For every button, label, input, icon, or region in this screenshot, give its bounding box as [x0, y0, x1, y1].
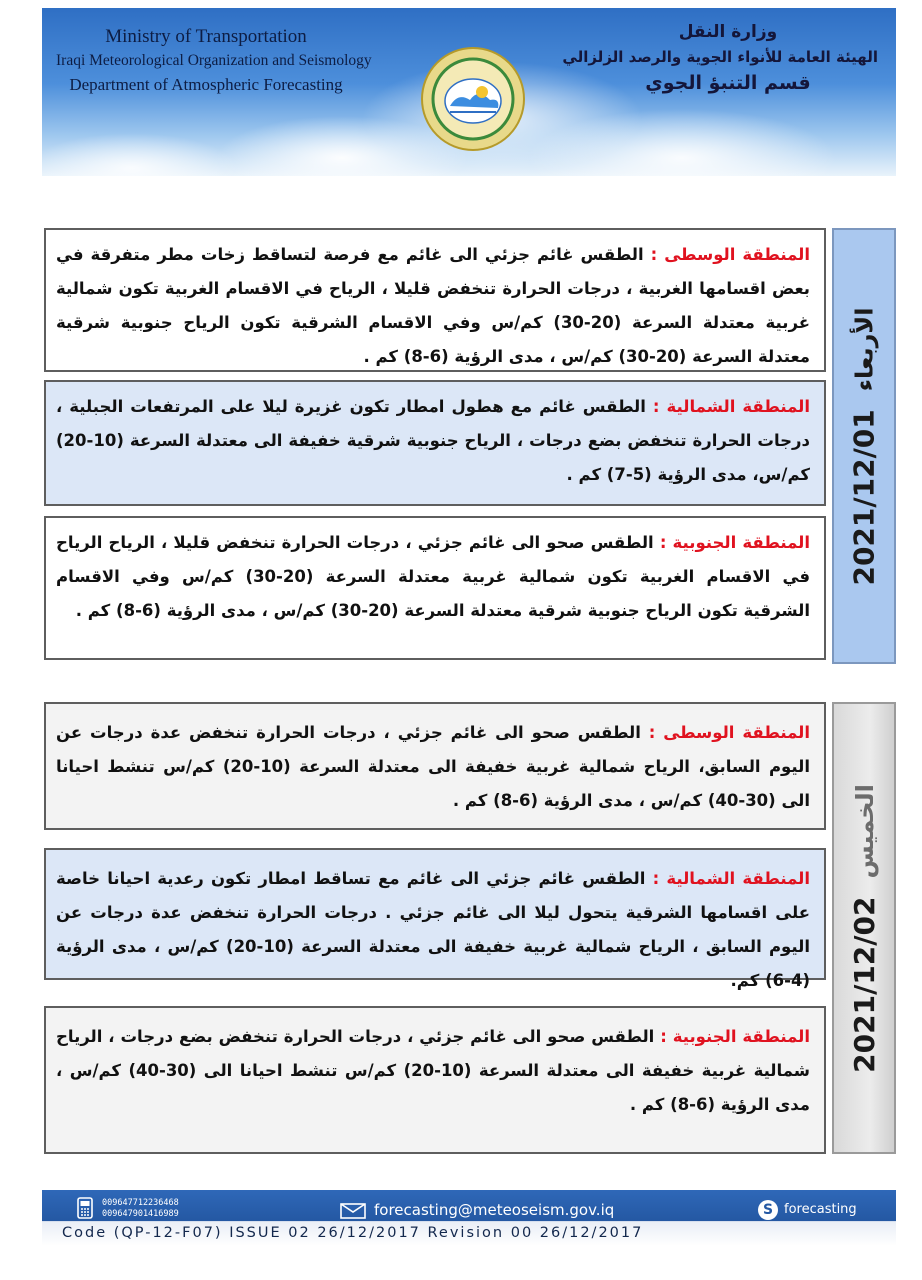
region-label: المنطقة الجنوبية : [660, 1027, 810, 1046]
arabic-org-name [562, 22, 878, 94]
day2-date: 2021/12/02 [847, 896, 881, 1073]
phone-numbers [102, 1198, 179, 1220]
phone-number: 009647712236468 [102, 1198, 179, 1208]
region-label: المنطقة الجنوبية : [659, 533, 810, 552]
day1-central-region-box [44, 228, 826, 372]
day2-name: الخميس [850, 783, 879, 879]
region-forecast-text: الطقس غائم جزئي الى غائم مع تساقط امطار تكون رعدية احيانا خاصة على اقسامها الشرقية يتحول ليلا الى غائم جزئي . درجات الحرارة تنخفض عدة درجات عن اليوم السابق ، الرياح شمالية غربية خفيفة الى معتدلة السرعة (10-20) كم/س ، مدى الرؤية (4-6) كم. [56, 869, 810, 990]
region-label: المنطقة الوسطى : [648, 723, 810, 742]
meteorology-emblem-icon [420, 46, 526, 152]
day1-date: 2021/12/01 [847, 408, 881, 586]
region-forecast-text: الطقس صحو الى غائم جزئي ، درجات الحرارة تنخفض قليلا ، الرياح الرياح في الاقسام الغربية تكون شمالية غربية معتدلة السرعة (20-30) كم/س وفي الاقسام الشرقية تكون الرياح جنوبية شرقية معتدلة السرعة (20-30) كم/س ، مدى الرؤية (6-8) كم . [56, 533, 810, 620]
organization-name-ar: الهيئة العامة للأنواء الجوية والرصد الزلزالي [562, 48, 878, 66]
skype-id[interactable]: forecasting [784, 1202, 857, 1217]
region-forecast-text: الطقس غائم مع هطول امطار تكون غزيرة ليلا على المرتفعات الجبلية ، درجات الحرارة تنخفض بضع درجات ، الرياح جنوبية شرقية خفيفة الى معتدلة السرعة (10-20) كم/س، مدى الرؤية (5-7) كم . [56, 397, 810, 484]
region-forecast-text: الطقس صحو الى غائم جزئي ، درجات الحرارة تنخفض بضع درجات ، الرياح شمالية غربية خفيفة الى معتدلة السرعة (10-20) كم/س تنشط احيانا الى (30-40) كم/س ، مدى الرؤية (6-8) كم . [56, 1027, 810, 1114]
day1-name: الأربعاء [850, 306, 879, 391]
department-name-en: Department of Atmospheric Forecasting [69, 75, 343, 94]
english-org-name [56, 26, 372, 95]
day2-central-region-box [44, 702, 826, 830]
region-label: المنطقة الشمالية : [652, 869, 810, 888]
phone-icon [76, 1197, 94, 1219]
ministry-name-ar: وزارة النقل [678, 22, 778, 42]
region-label: المنطقة الشمالية : [652, 397, 810, 416]
phone-number: 009647901416989 [102, 1209, 179, 1219]
day1-date-bar [832, 228, 896, 664]
organization-name-en: Iraqi Meteorological Organization and Seismology [56, 52, 372, 69]
day2-northern-region-box [44, 848, 826, 990]
department-name-ar: قسم التنبؤ الجوي [645, 72, 811, 94]
email-link[interactable]: forecasting@meteoseism.gov.iq [374, 1201, 615, 1219]
ministry-name-en: Ministry of Transportation [105, 26, 307, 47]
day1-northern-region-box [44, 380, 826, 506]
region-forecast-text: الطقس صحو الى غائم جزئي ، درجات الحرارة تنخفض عدة درجات عن اليوم السابق، الرياح شمالية غربية خفيفة الى معتدلة السرعة (10-20) كم/س تنشط احيانا الى (30-40) كم/س ، مدى الرؤية (6-8) كم . [56, 723, 810, 810]
day1-southern-region-box [44, 516, 826, 660]
region-label: المنطقة الوسطى : [650, 245, 810, 264]
skype-icon: S [758, 1200, 778, 1220]
day2-southern-region-box [44, 1006, 826, 1154]
header-banner [42, 8, 896, 176]
document-code-line: Code (QP-12-F07) ISSUE 02 26/12/2017 Revision 00 26/12/2017 [62, 1225, 644, 1241]
day2-date-bar [832, 702, 896, 1154]
region-forecast-text: الطقس غائم جزئي الى غائم مع فرصة لتساقط زخات مطر متفرقة في بعض اقسامها الغربية ، درجات الحرارة تنخفض قليلا ، الرياح في الاقسام الغربية تكون شمالية غربية معتدلة السرعة (20-30) كم/س وفي الاقسام الشرقية تكون الرياح جنوبية شرقية معتدلة السرعة (20-30) كم/س ، مدى الرؤية (6-8) كم . [56, 245, 810, 366]
envelope-icon [340, 1203, 366, 1219]
footer-bar [42, 1190, 896, 1246]
